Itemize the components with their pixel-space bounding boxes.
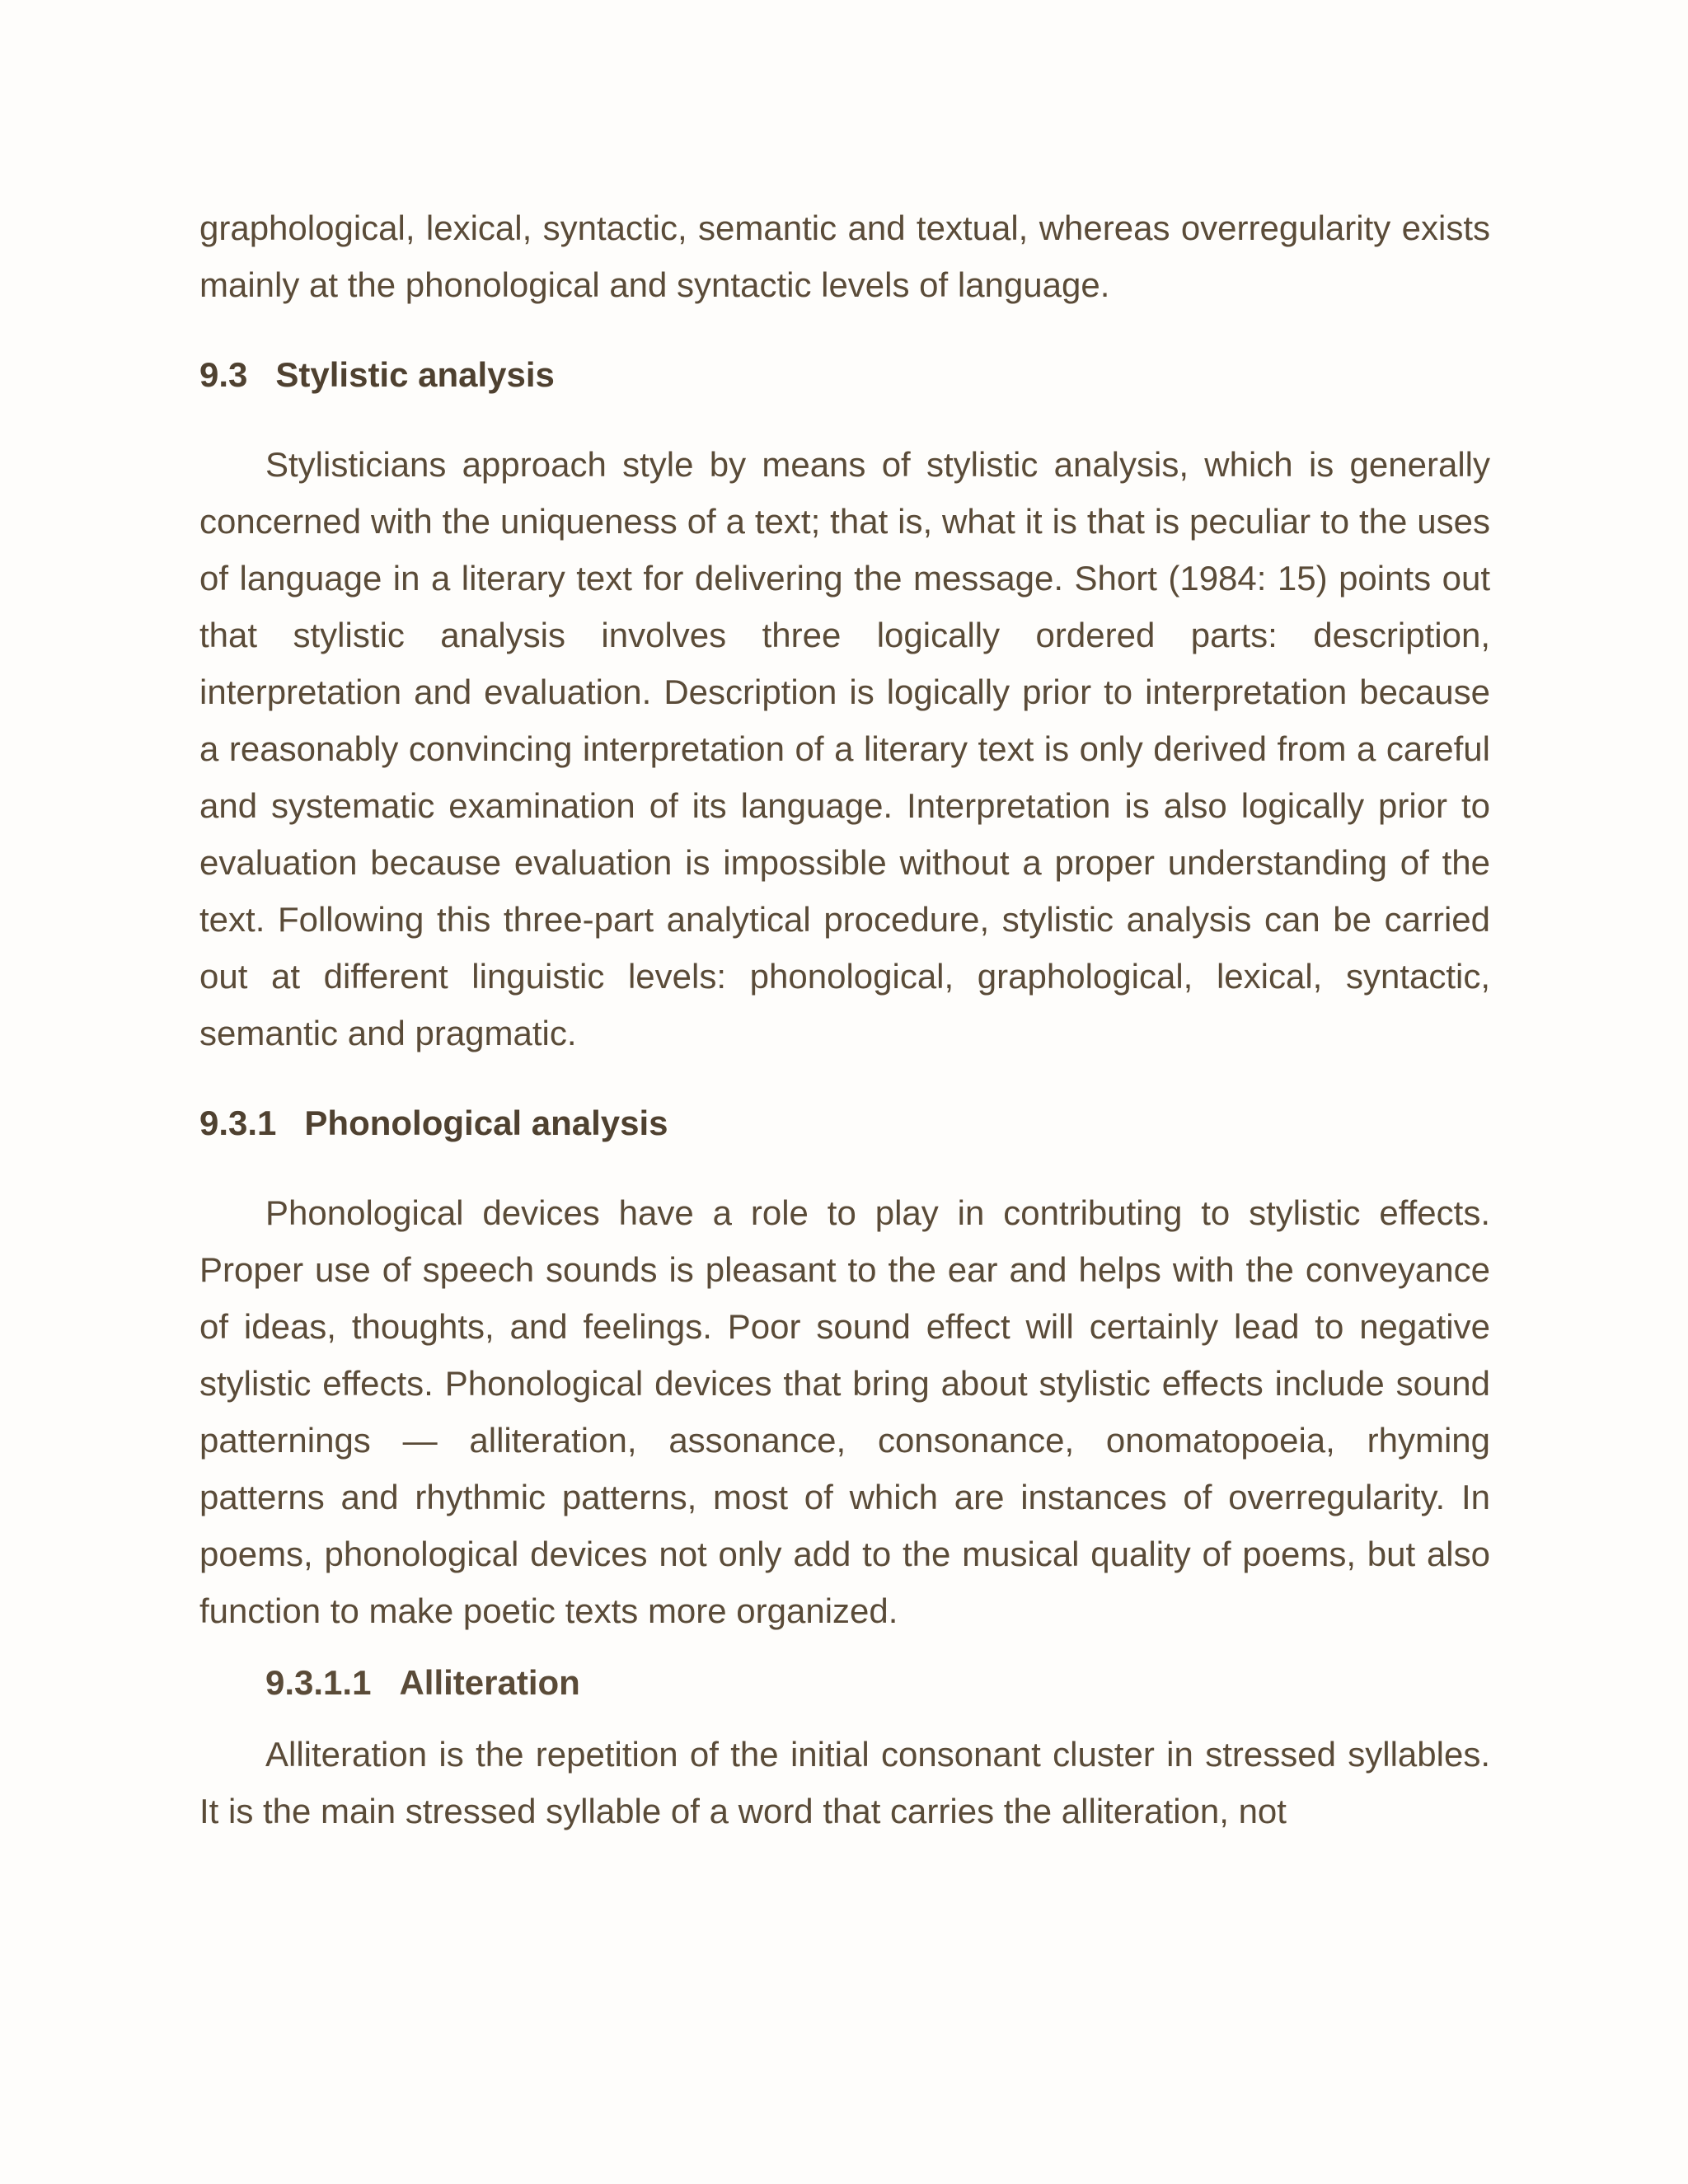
spacer — [199, 1062, 1490, 1094]
paragraph-continuation: graphological, lexical, syntactic, semantic and textual, whereas overregularity exists mainly at the phonological and syntactic levels of language. — [199, 209, 1490, 304]
subsection-heading-alliteration — [199, 1654, 1490, 1711]
section-title: Stylistic analysis — [275, 355, 555, 394]
section-number: 9.3 — [199, 355, 248, 394]
spacer — [199, 1151, 1490, 1184]
document-page — [199, 199, 1490, 1840]
spacer — [199, 1639, 1490, 1654]
spacer — [199, 313, 1490, 346]
section-heading-phonological-analysis — [199, 1094, 1490, 1151]
section-title: Phonological analysis — [304, 1104, 668, 1142]
subsection-title: Alliteration — [399, 1663, 580, 1702]
paragraph-alliteration: Alliteration is the repetition of the initial consonant cluster in stressed syllables. It is the main stressed syllable of a word that carries the alliteration, not — [199, 1735, 1490, 1830]
paragraph-stylistic-analysis: Stylisticians approach style by means of stylistic analysis, which is generally concerned with the uniqueness of a text; that is, what it is that is peculiar to the uses of language in a literary text for delivering the message. Short (1984: 15) points out that stylistic analysis involves three logically ordered parts: description, interpretation and evaluation. Description is logically prior to interpretation because a reasonably convincing interpretation of a literary text is only derived from a careful and systematic examination of its language. Interpretation is also logically prior to evaluation because evaluation is impossible without a proper understanding of the text. Following this three-part analytical procedure, stylistic analysis can be carried out at different linguistic levels: phonological, graphological, lexical, syntactic, semantic and pragmatic. — [199, 445, 1490, 1052]
paragraph-phonological-devices: Phonological devices have a role to play in contributing to stylistic effects. Proper use of speech sounds is pleasant to the ear and helps with the conveyance of ideas, thoughts, and feelings. Poor sound effect will certainly lead to negative stylistic effects. Phonological devices that bring about stylistic effects include sound patternings — alliteration, assonance, consonance, onomatopoeia, rhyming patterns and rhythmic patterns, most of which are instances of overregularity. In poems, phonological devices not only add to the musical quality of poems, but also function to make poetic texts more organized. — [199, 1193, 1490, 1630]
spacer — [199, 403, 1490, 436]
spacer — [199, 1711, 1490, 1726]
section-heading-stylistic-analysis — [199, 346, 1490, 403]
subsection-number: 9.3.1.1 — [265, 1663, 372, 1702]
section-number: 9.3.1 — [199, 1104, 277, 1142]
